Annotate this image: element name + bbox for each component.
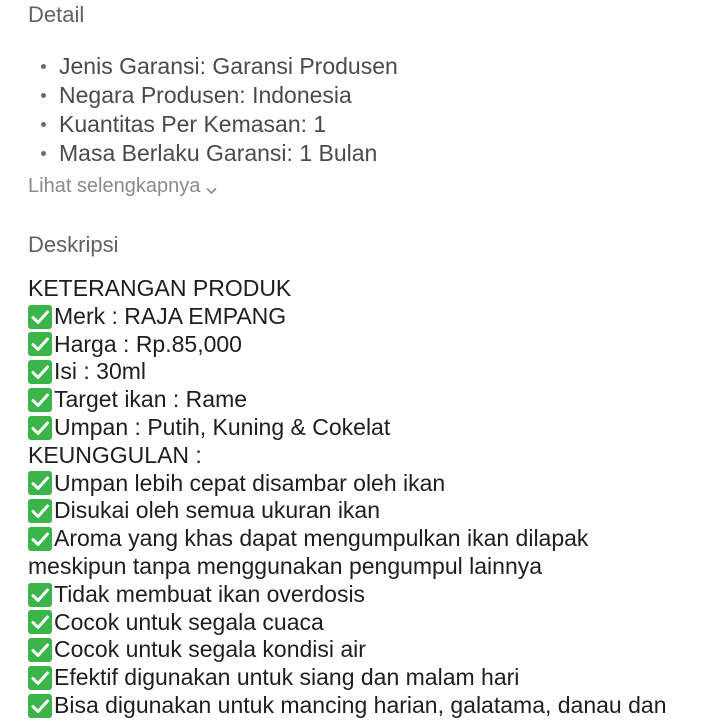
description-line-text: Harga : Rp.85,000 [54, 330, 242, 357]
check-mark-icon [28, 666, 52, 690]
check-mark-icon [28, 499, 52, 523]
description-line [28, 664, 718, 692]
description-line [28, 553, 718, 581]
bullet-icon [41, 93, 46, 98]
detail-list [28, 52, 398, 168]
description-line-text: Aroma yang khas dapat mengumpulkan ikan dilapak [54, 525, 589, 552]
description-line-text: Tidak membuat ikan overdosis [54, 580, 366, 607]
description-line-text: Cocok untuk segala cuaca [54, 608, 324, 635]
description-line-text: Umpan lebih cepat disambar oleh ikan [54, 469, 446, 496]
bullet-icon [41, 151, 46, 156]
check-mark-icon [28, 638, 52, 662]
description-line-text: Efektif digunakan untuk siang dan malam hari [54, 664, 520, 691]
detail-item-text: Jenis Garansi: Garansi Produsen [59, 53, 398, 79]
detail-item [28, 52, 398, 81]
detail-item-text: Negara Produsen: Indonesia [59, 82, 352, 108]
check-mark-icon [28, 527, 52, 551]
bullet-icon [41, 122, 46, 127]
detail-item [28, 81, 398, 110]
check-mark-icon [28, 610, 52, 634]
see-more-label: Lihat selengkapnya [28, 175, 201, 197]
description-line [28, 386, 718, 414]
description-line-text: KEUNGGULAN : [28, 441, 202, 468]
check-mark-icon [28, 583, 52, 607]
description-line [28, 303, 718, 331]
chevron-down-icon [205, 180, 218, 193]
description-line [28, 581, 718, 609]
bullet-icon [41, 64, 46, 69]
description-line [28, 636, 718, 664]
description-line [28, 609, 718, 637]
description-line [28, 692, 718, 720]
description-body [28, 275, 718, 720]
description-line-text: Umpan : Putih, Kuning & Cokelat [54, 413, 391, 440]
check-mark-icon [28, 332, 52, 356]
description-heading: Deskripsi [28, 232, 119, 257]
detail-item [28, 139, 398, 168]
detail-heading: Detail [28, 2, 85, 27]
description-line [28, 497, 718, 525]
check-mark-icon [28, 416, 52, 440]
description-line [28, 275, 718, 303]
description-line [28, 358, 718, 386]
description-line-text: KETERANGAN PRODUK [28, 275, 292, 301]
description-line [28, 414, 718, 442]
description-line-text: Merk : RAJA EMPANG [54, 302, 287, 329]
description-line-text: Cocok untuk segala kondisi air [54, 636, 366, 663]
check-mark-icon [28, 471, 52, 495]
description-line-text: meskipun tanpa menggunakan pengumpul lainnya [28, 552, 543, 579]
description-line [28, 442, 718, 470]
description-line-text: Isi : 30ml [54, 358, 147, 385]
description-line [28, 331, 718, 359]
check-mark-icon [28, 694, 52, 718]
description-line-text: Bisa digunakan untuk mancing harian, galatama, danau dan [54, 691, 667, 718]
see-more-link[interactable] [28, 175, 218, 198]
check-mark-icon [28, 305, 52, 329]
description-line [28, 525, 718, 553]
detail-item-text: Masa Berlaku Garansi: 1 Bulan [59, 140, 378, 166]
detail-item [28, 110, 398, 139]
detail-item-text: Kuantitas Per Kemasan: 1 [59, 111, 327, 137]
description-line-text: Target ikan : Rame [54, 386, 248, 413]
description-line-text: Disukai oleh semua ukuran ikan [54, 497, 381, 524]
description-line [28, 470, 718, 498]
check-mark-icon [28, 388, 52, 412]
check-mark-icon [28, 360, 52, 384]
